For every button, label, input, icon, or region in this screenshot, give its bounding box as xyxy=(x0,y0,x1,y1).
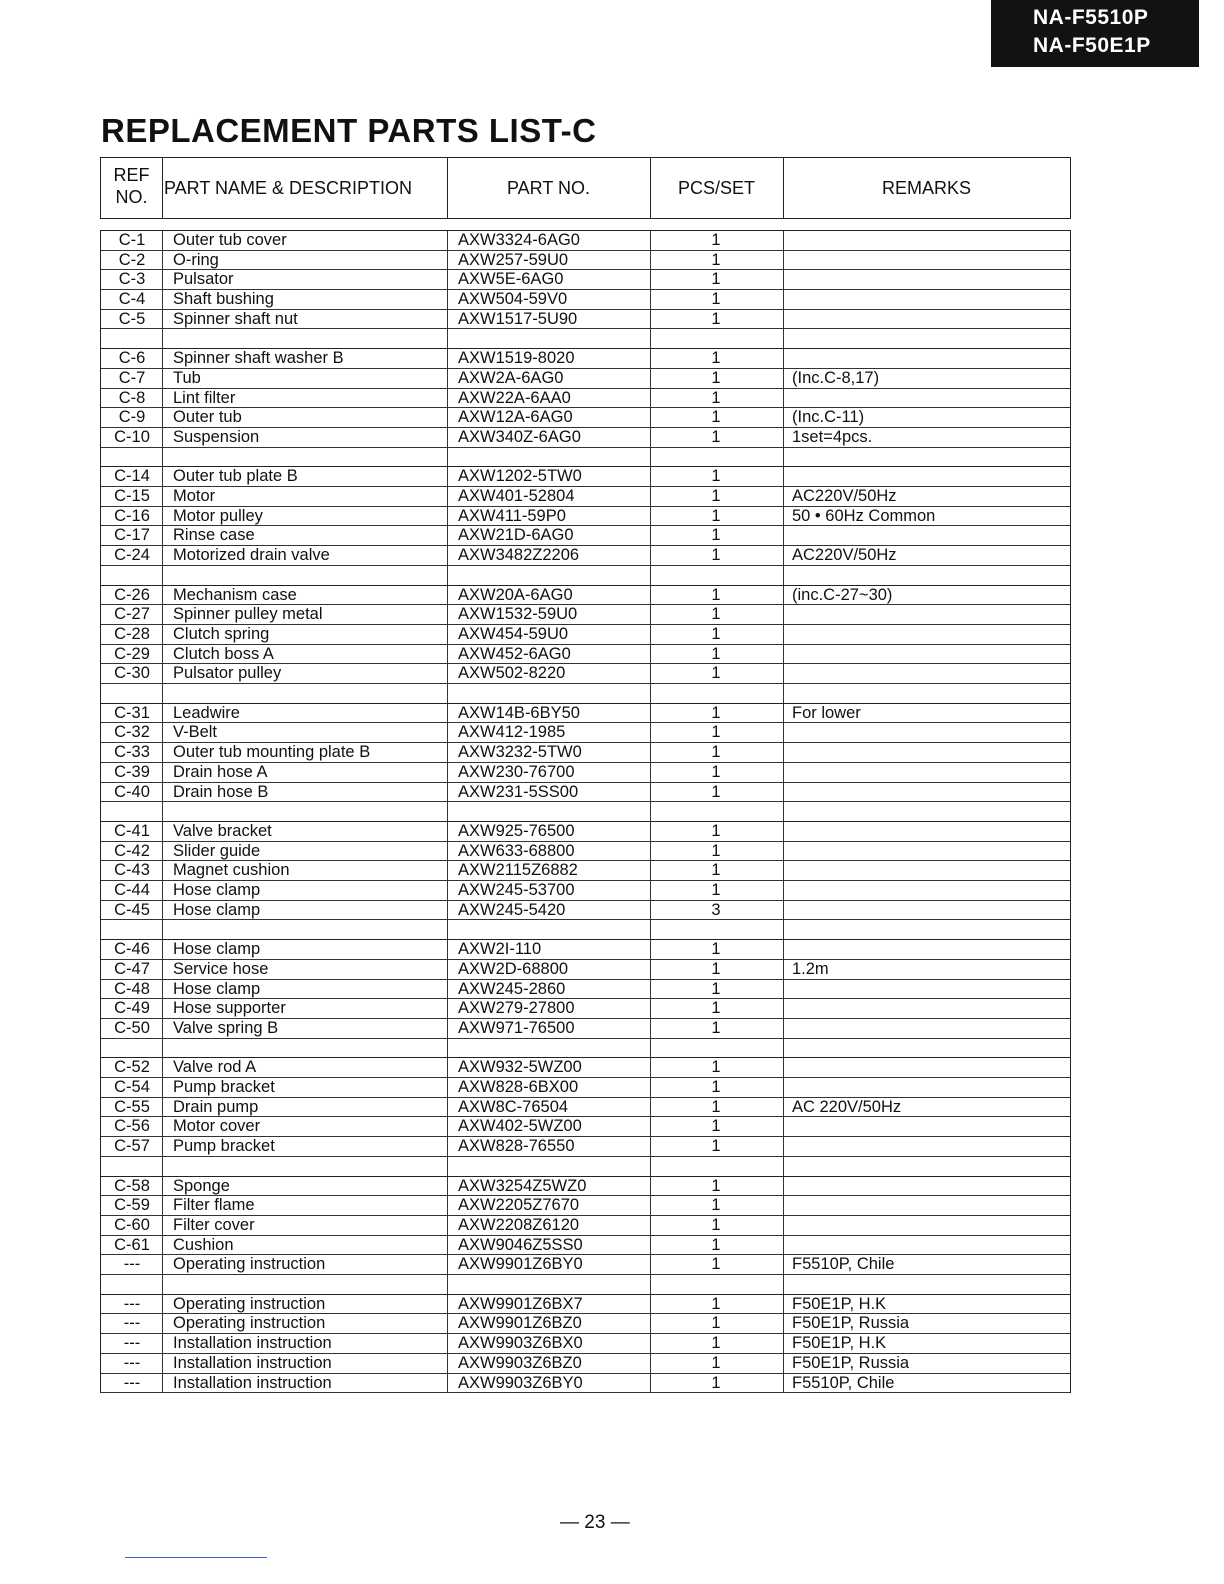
table-row xyxy=(101,507,1070,527)
part-no: AXW412-1985 xyxy=(458,723,566,742)
part-name: Clutch spring xyxy=(173,624,270,643)
ref-no: C-4 xyxy=(118,290,146,309)
ref-no: C-45 xyxy=(114,900,150,919)
pcs-set: 1 xyxy=(711,644,721,663)
ref-no: C-57 xyxy=(114,1137,150,1156)
part-no: AXW452-6AG0 xyxy=(458,644,571,663)
pcs-set: 1 xyxy=(711,526,721,545)
pcs-set: 1 xyxy=(711,231,721,249)
ref-no: C-44 xyxy=(114,881,150,900)
part-no: AXW2A-6AG0 xyxy=(458,368,564,387)
pcs-set: 1 xyxy=(711,1334,721,1353)
part-name: Hose clamp xyxy=(173,979,261,998)
part-no: AXW502-8220 xyxy=(458,664,566,683)
pcs-set: 1 xyxy=(711,999,721,1018)
ref-no: C-56 xyxy=(114,1117,150,1136)
part-name: O-ring xyxy=(173,250,219,269)
part-name: Drain hose A xyxy=(173,762,268,781)
ref-no: C-10 xyxy=(114,427,150,446)
part-no: AXW925-76500 xyxy=(458,822,575,840)
part-no: AXW402-5WZ00 xyxy=(458,1117,582,1136)
ref-no: C-1 xyxy=(118,231,146,249)
table-row xyxy=(101,428,1070,448)
pcs-set: 1 xyxy=(711,703,721,722)
part-no: AXW2115Z6882 xyxy=(458,861,578,880)
ref-no: C-61 xyxy=(114,1235,150,1254)
part-name: Hose clamp xyxy=(173,881,261,900)
table-row xyxy=(101,881,1070,901)
part-no: AXW9903Z6BY0 xyxy=(458,1373,583,1392)
blank-row xyxy=(101,1039,1070,1059)
blank-row xyxy=(101,802,1070,822)
table-row xyxy=(101,861,1070,881)
pcs-set: 1 xyxy=(711,743,721,762)
pcs-set: 1 xyxy=(711,309,721,328)
parts-group xyxy=(100,466,1071,585)
pcs-set: 1 xyxy=(711,349,721,368)
remarks: F5510P, Chile xyxy=(792,1255,895,1274)
table-row xyxy=(101,1058,1070,1078)
remarks: (Inc.C-8,17) xyxy=(792,368,880,387)
pcs-set: 1 xyxy=(711,841,721,860)
pcs-set: 1 xyxy=(711,270,721,289)
ref-no: C-46 xyxy=(114,940,150,959)
pcs-set: 1 xyxy=(711,506,721,525)
part-name: Pump bracket xyxy=(173,1137,275,1156)
parts-group xyxy=(100,230,1071,349)
part-no: AXW1517-5U90 xyxy=(458,309,578,328)
remarks: AC220V/50Hz xyxy=(792,487,897,506)
remarks: (inc.C-27~30) xyxy=(792,585,893,604)
remarks: 1set=4pcs. xyxy=(792,427,873,446)
part-name: V-Belt xyxy=(173,723,218,742)
pcs-set: 1 xyxy=(711,1196,721,1215)
table-row xyxy=(101,1295,1070,1315)
part-name: Installation instruction xyxy=(173,1334,332,1353)
ref-no: C-40 xyxy=(114,782,150,801)
part-name: Spinner shaft washer B xyxy=(173,349,344,368)
part-no: AXW9903Z6BZ0 xyxy=(458,1353,582,1372)
blank-row xyxy=(101,1275,1070,1295)
blank-row xyxy=(101,920,1070,940)
parts-group xyxy=(100,1057,1071,1176)
pcs-set: 1 xyxy=(711,1235,721,1254)
page-title: REPLACEMENT PARTS LIST-C xyxy=(101,112,597,149)
table-row xyxy=(101,723,1070,743)
ref-no: C-3 xyxy=(118,270,146,289)
part-name: Operating instruction xyxy=(173,1294,326,1313)
part-name: Outer tub mounting plate B xyxy=(173,743,371,762)
remarks: F50E1P, Russia xyxy=(792,1353,910,1372)
pcs-set: 1 xyxy=(711,585,721,604)
part-no: AXW971-76500 xyxy=(458,1018,575,1037)
part-name: Sponge xyxy=(173,1176,230,1195)
header-pcs-set: PCS/SET xyxy=(677,178,756,198)
pcs-set: 1 xyxy=(711,467,721,486)
table-row xyxy=(101,980,1070,1000)
table-row xyxy=(101,1019,1070,1039)
part-name: Tub xyxy=(173,368,201,387)
ref-no: C-48 xyxy=(114,979,150,998)
pcs-set: 1 xyxy=(711,1353,721,1372)
part-no: AXW8C-76504 xyxy=(458,1097,569,1116)
part-no: AXW932-5WZ00 xyxy=(458,1058,582,1077)
part-no: AXW9046Z5SS0 xyxy=(458,1235,583,1254)
part-no: AXW14B-6BY50 xyxy=(458,703,580,722)
pcs-set: 1 xyxy=(711,1117,721,1136)
remarks: F50E1P, H.K xyxy=(792,1334,887,1353)
part-name: Drain hose B xyxy=(173,782,269,801)
part-no: AXW257-59U0 xyxy=(458,250,569,269)
part-name: Pulsator xyxy=(173,270,234,289)
header-remarks: REMARKS xyxy=(881,178,971,198)
table-row xyxy=(101,389,1070,409)
part-no: AXW633-68800 xyxy=(458,841,575,860)
table-row xyxy=(101,822,1070,842)
pcs-set: 1 xyxy=(711,1097,721,1116)
ref-no: --- xyxy=(123,1255,141,1274)
part-name: Motor pulley xyxy=(173,506,263,525)
part-name: Slider guide xyxy=(173,841,261,860)
table-row xyxy=(101,625,1070,645)
remarks: 1.2m xyxy=(792,959,829,978)
part-name: Pulsator pulley xyxy=(173,664,282,683)
table-row xyxy=(101,546,1070,566)
ref-no: C-50 xyxy=(114,1018,150,1037)
part-name: Spinner shaft nut xyxy=(173,309,298,328)
pcs-set: 1 xyxy=(711,1373,721,1392)
part-no: AXW2205Z7670 xyxy=(458,1196,580,1215)
part-name: Valve bracket xyxy=(173,822,272,840)
part-no: AXW828-6BX00 xyxy=(458,1078,579,1097)
ref-no: C-31 xyxy=(114,703,150,722)
part-no: AXW2D-68800 xyxy=(458,959,569,978)
pcs-set: 1 xyxy=(711,959,721,978)
pcs-set: 1 xyxy=(711,1018,721,1037)
ref-no: C-42 xyxy=(114,841,150,860)
table-row xyxy=(101,251,1070,271)
table-row xyxy=(101,1236,1070,1256)
part-name: Valve spring B xyxy=(173,1018,279,1037)
parts-group xyxy=(100,1176,1071,1295)
ref-no: C-30 xyxy=(114,664,150,683)
footer-rule xyxy=(125,1557,267,1558)
part-no: AXW22A-6AA0 xyxy=(458,388,571,407)
part-no: AXW9901Z6BX7 xyxy=(458,1294,583,1313)
part-name: Filter flame xyxy=(173,1196,255,1215)
pcs-set: 1 xyxy=(711,250,721,269)
table-row xyxy=(101,310,1070,330)
table-row xyxy=(101,1078,1070,1098)
pcs-set: 1 xyxy=(711,664,721,683)
table-row xyxy=(101,1196,1070,1216)
part-no: AXW9901Z6BZ0 xyxy=(458,1314,582,1333)
ref-no: C-2 xyxy=(118,250,146,269)
pcs-set: 1 xyxy=(711,762,721,781)
header-part-name: PART NAME & DESCRIPTION xyxy=(164,178,413,198)
pcs-set: 1 xyxy=(711,1215,721,1234)
part-no: AXW401-52804 xyxy=(458,487,575,506)
ref-no: C-26 xyxy=(114,585,150,604)
table-row xyxy=(101,487,1070,507)
blank-row xyxy=(101,329,1070,349)
remarks: F50E1P, Russia xyxy=(792,1314,910,1333)
part-name: Magnet cushion xyxy=(173,861,290,880)
part-no: AXW1202-5TW0 xyxy=(458,467,582,486)
part-name: Filter cover xyxy=(173,1215,255,1234)
pcs-set: 1 xyxy=(711,822,721,840)
model-name: NA-F50E1P xyxy=(1033,34,1151,57)
pcs-set: 1 xyxy=(711,979,721,998)
remarks: 50 • 60Hz Common xyxy=(792,506,936,525)
ref-no: C-29 xyxy=(114,644,150,663)
part-name: Mechanism case xyxy=(173,585,297,604)
table-row xyxy=(101,1314,1070,1334)
part-no: AXW245-5420 xyxy=(458,900,566,919)
part-no: AXW3254Z5WZ0 xyxy=(458,1176,587,1195)
table-row xyxy=(101,999,1070,1019)
table-row xyxy=(101,1374,1070,1394)
table-row xyxy=(101,901,1070,921)
table-row xyxy=(101,783,1070,803)
ref-no: C-32 xyxy=(114,723,150,742)
part-no: AXW245-53700 xyxy=(458,881,575,900)
part-name: Outer tub plate B xyxy=(173,467,298,486)
pcs-set: 1 xyxy=(711,546,721,565)
model-badge xyxy=(991,0,1199,67)
pcs-set: 1 xyxy=(711,605,721,624)
table-row xyxy=(101,960,1070,980)
part-no: AXW3232-5TW0 xyxy=(458,743,582,762)
part-name: Service hose xyxy=(173,959,269,978)
parts-group xyxy=(100,939,1071,1058)
ref-no: C-27 xyxy=(114,605,150,624)
ref-no: C-39 xyxy=(114,762,150,781)
ref-no: C-47 xyxy=(114,959,150,978)
part-no: AXW3324-6AG0 xyxy=(458,231,580,249)
part-no: AXW21D-6AG0 xyxy=(458,526,574,545)
pcs-set: 1 xyxy=(711,388,721,407)
part-name: Motor xyxy=(173,487,216,506)
table-row xyxy=(101,1117,1070,1137)
table-row xyxy=(101,1137,1070,1157)
pcs-set: 3 xyxy=(711,900,721,919)
ref-no: C-58 xyxy=(114,1176,150,1195)
ref-no: C-52 xyxy=(114,1058,150,1077)
pcs-set: 1 xyxy=(711,1294,721,1313)
header-ref: REF NO. xyxy=(113,165,150,207)
pcs-set: 1 xyxy=(711,861,721,880)
part-no: AXW411-59P0 xyxy=(458,506,566,525)
pcs-set: 1 xyxy=(711,723,721,742)
ref-no: C-16 xyxy=(114,506,150,525)
remarks: AC 220V/50Hz xyxy=(792,1097,902,1116)
table-row xyxy=(101,704,1070,724)
remarks: For lower xyxy=(792,703,861,722)
ref-no: C-43 xyxy=(114,861,150,880)
table-row xyxy=(101,467,1070,487)
table-row xyxy=(101,1098,1070,1118)
remarks: F50E1P, H.K xyxy=(792,1294,887,1313)
ref-no: C-9 xyxy=(118,408,146,427)
part-no: AXW9901Z6BY0 xyxy=(458,1255,583,1274)
pcs-set: 1 xyxy=(711,1078,721,1097)
part-name: Motor cover xyxy=(173,1117,261,1136)
blank-row xyxy=(101,684,1070,704)
pcs-set: 1 xyxy=(711,427,721,446)
table-row xyxy=(101,1255,1070,1275)
part-name: Outer tub cover xyxy=(173,231,287,249)
part-no: AXW828-76550 xyxy=(458,1137,575,1156)
ref-no: C-54 xyxy=(114,1078,150,1097)
ref-no: --- xyxy=(123,1334,141,1353)
part-name: Installation instruction xyxy=(173,1373,332,1392)
remarks: (Inc.C-11) xyxy=(792,408,865,427)
parts-group xyxy=(100,585,1071,704)
pcs-set: 1 xyxy=(711,881,721,900)
blank-row xyxy=(101,1157,1070,1177)
table-row xyxy=(101,743,1070,763)
part-no: AXW9903Z6BX0 xyxy=(458,1334,583,1353)
part-no: AXW12A-6AG0 xyxy=(458,408,573,427)
ref-no: C-8 xyxy=(118,388,146,407)
part-name: Cushion xyxy=(173,1235,234,1254)
pcs-set: 1 xyxy=(711,782,721,801)
ref-no: --- xyxy=(123,1314,141,1333)
table-row xyxy=(101,1334,1070,1354)
pcs-set: 1 xyxy=(711,290,721,309)
ref-no: --- xyxy=(123,1353,141,1372)
part-name: Valve rod A xyxy=(173,1058,257,1077)
pcs-set: 1 xyxy=(711,368,721,387)
part-name: Spinner pulley metal xyxy=(173,605,323,624)
part-name: Lint filter xyxy=(173,388,236,407)
table-row xyxy=(101,1177,1070,1197)
part-name: Pump bracket xyxy=(173,1078,275,1097)
ref-no: C-59 xyxy=(114,1196,150,1215)
pcs-set: 1 xyxy=(711,940,721,959)
part-no: AXW279-27800 xyxy=(458,999,575,1018)
part-no: AXW3482Z2206 xyxy=(458,546,580,565)
part-no: AXW1532-59U0 xyxy=(458,605,578,624)
table-row xyxy=(101,586,1070,606)
ref-no: C-15 xyxy=(114,487,150,506)
table-row xyxy=(101,270,1070,290)
parts-group xyxy=(100,703,1071,822)
part-no: AXW2208Z6120 xyxy=(458,1215,580,1234)
part-name: Shaft bushing xyxy=(173,290,274,309)
model-name: NA-F5510P xyxy=(1033,6,1149,29)
table-row xyxy=(101,290,1070,310)
part-no: AXW231-5SS00 xyxy=(458,782,579,801)
table-row xyxy=(101,1216,1070,1236)
part-name: Leadwire xyxy=(173,703,240,722)
part-no: AXW230-76700 xyxy=(458,762,575,781)
part-no: AXW340Z-6AG0 xyxy=(458,427,581,446)
part-no: AXW20A-6AG0 xyxy=(458,585,573,604)
part-no: AXW504-59V0 xyxy=(458,290,568,309)
ref-no: C-24 xyxy=(114,546,150,565)
ref-no: C-41 xyxy=(114,822,150,840)
table-row xyxy=(101,842,1070,862)
header-part-no: PART NO. xyxy=(506,178,591,198)
pcs-set: 1 xyxy=(711,1137,721,1156)
ref-no: C-14 xyxy=(114,467,150,486)
table-row xyxy=(101,664,1070,684)
part-name: Outer tub xyxy=(173,408,242,427)
ref-no: C-28 xyxy=(114,624,150,643)
page-number: — 23 — xyxy=(560,1512,630,1533)
ref-no: C-55 xyxy=(114,1097,150,1116)
part-name: Suspension xyxy=(173,427,260,446)
pcs-set: 1 xyxy=(711,1255,721,1274)
ref-no: C-17 xyxy=(114,526,150,545)
pcs-set: 1 xyxy=(711,1058,721,1077)
pcs-set: 1 xyxy=(711,487,721,506)
ref-no: C-60 xyxy=(114,1215,150,1234)
table-row xyxy=(101,605,1070,625)
ref-no: C-33 xyxy=(114,743,150,762)
part-no: AXW1519-8020 xyxy=(458,349,575,368)
ref-no: --- xyxy=(123,1373,141,1392)
part-name: Hose supporter xyxy=(173,999,286,1018)
table-row xyxy=(101,1354,1070,1374)
part-no: AXW2I-110 xyxy=(458,940,542,959)
part-name: Operating instruction xyxy=(173,1314,326,1333)
blank-row xyxy=(101,566,1070,586)
table-row xyxy=(101,526,1070,546)
table-row xyxy=(101,940,1070,960)
parts-group xyxy=(100,1294,1071,1393)
table-header xyxy=(100,157,1071,219)
ref-no: --- xyxy=(123,1294,141,1313)
parts-group xyxy=(100,821,1071,940)
parts-group xyxy=(100,348,1071,467)
part-no: AXW5E-6AG0 xyxy=(458,270,564,289)
table-row xyxy=(101,763,1070,783)
part-name: Rinse case xyxy=(173,526,255,545)
pcs-set: 1 xyxy=(711,1176,721,1195)
part-name: Clutch boss A xyxy=(173,644,274,663)
ref-no: C-7 xyxy=(118,368,146,387)
table-row xyxy=(101,349,1070,369)
table-row xyxy=(101,369,1070,389)
part-name: Installation instruction xyxy=(173,1353,332,1372)
blank-row xyxy=(101,448,1070,468)
table-row xyxy=(101,645,1070,665)
part-no: AXW245-2860 xyxy=(458,979,566,998)
part-name: Drain pump xyxy=(173,1097,259,1116)
table-row xyxy=(101,408,1070,428)
part-no: AXW454-59U0 xyxy=(458,624,569,643)
part-name: Motorized drain valve xyxy=(173,546,330,565)
pcs-set: 1 xyxy=(711,408,721,427)
ref-no: C-6 xyxy=(118,349,146,368)
pcs-set: 1 xyxy=(711,624,721,643)
ref-no: C-5 xyxy=(118,309,146,328)
ref-no: C-49 xyxy=(114,999,150,1018)
part-name: Hose clamp xyxy=(173,940,261,959)
table-row xyxy=(101,231,1070,251)
pcs-set: 1 xyxy=(711,1314,721,1333)
remarks: AC220V/50Hz xyxy=(792,546,897,565)
part-name: Operating instruction xyxy=(173,1255,326,1274)
remarks: F5510P, Chile xyxy=(792,1373,895,1392)
part-name: Hose clamp xyxy=(173,900,261,919)
